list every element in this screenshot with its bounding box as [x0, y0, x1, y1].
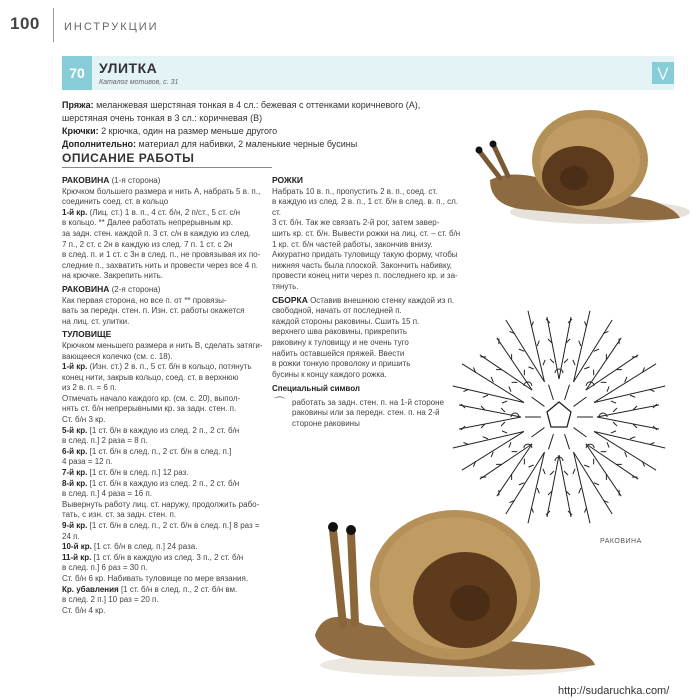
special-symbol-heading: Специальный символ	[272, 384, 361, 393]
instruction-line: Ст. б/н 3 кр.	[62, 415, 106, 425]
stitch-stroke	[613, 422, 617, 426]
stitch-stroke	[543, 360, 545, 365]
instruction-line: 11-й кр. [1 ст. б/н в каждую из след. 3 п., 2 ст. б/н	[62, 552, 244, 562]
instruction-line: Аккуратно придать туловищу такую форму, чтобы	[272, 250, 458, 260]
stitch-stroke	[528, 311, 544, 382]
instruction-line: Крючком меньшего размера и нить B, сделать затяги-	[62, 340, 263, 350]
instruction-line: в след. п.] 4 раза = 16 п.	[62, 489, 152, 499]
instruction-line: Кр. убавления [1 ст. б/н в след. п., 2 ст. б/н вм.	[62, 584, 238, 594]
stitch-stroke	[531, 428, 544, 437]
stitch-stroke	[509, 442, 511, 447]
special-symbol-block	[272, 384, 452, 429]
instruction-line: в каждую из след. 2 в. п., 1 ст. б/н в след. в. п., сл. ст.	[272, 197, 459, 217]
snail-photo-top	[450, 60, 692, 230]
instruction-line: конец нити, закрыв кольцо, соед. ст. в верхнюю	[62, 372, 239, 382]
stitch-stroke	[594, 364, 656, 403]
stitch-stroke	[565, 385, 570, 400]
materials-line: Пряжа: меланжевая шерстяная тонкая в 4 сл.: бежевая с оттенками коричневого (A),	[62, 100, 421, 110]
stitch-stroke	[573, 360, 575, 365]
pattern-subtitle: Каталог мотивов, с. 31	[99, 79, 179, 86]
stitch-stroke	[537, 488, 539, 493]
stitch-stroke	[491, 452, 493, 457]
stitch-stroke	[649, 389, 654, 391]
stitch-stroke	[509, 386, 511, 391]
back-loop-arc	[555, 369, 563, 373]
instruction-line: в рожки тонкую проволоку и пришить	[272, 359, 411, 369]
stitch-stroke	[531, 397, 544, 406]
stitch-stroke	[613, 408, 617, 412]
instruction-heading: ТУЛОВИЩЕ	[62, 329, 112, 340]
stitch-stroke	[463, 442, 468, 444]
stitch-stroke	[459, 417, 521, 429]
stitch-stroke	[594, 386, 665, 402]
instruction-line: в кольцо. ** Далее работать непрерывным кр.	[62, 218, 233, 228]
stitch-stroke	[607, 386, 609, 391]
stitch-stroke	[483, 437, 488, 439]
stitch-stroke	[574, 311, 590, 382]
header-divider	[53, 8, 54, 42]
stitch-stroke	[548, 385, 553, 400]
instruction-line: 9-й кр. [1 ст. б/н в след. п., 2 ст. б/н в след. п.] 8 раз =	[62, 521, 260, 530]
stitch-stroke	[574, 428, 587, 437]
instruction-line: Ст. б/н 4 кр.	[62, 605, 106, 615]
stitch-stroke	[531, 507, 533, 512]
foundation-ring	[547, 402, 571, 427]
instruction-line: Ст. б/н 6 кр. Набивать туловище по мере вязания.	[62, 573, 249, 583]
stitch-stroke	[625, 452, 627, 457]
stitch-stroke	[594, 349, 599, 351]
diagram-strokes	[453, 311, 665, 523]
instruction-line: Набрать 10 в. п., пропустить 2 в. п., соед. ст.	[272, 186, 438, 196]
work-heading: ОПИСАНИЕ РАБОТЫ	[62, 151, 195, 165]
pattern-number-badge: 70	[62, 56, 92, 90]
stitch-stroke	[462, 364, 524, 403]
stitch-stroke	[611, 401, 616, 403]
right-column	[272, 173, 467, 380]
stitch-stroke	[579, 341, 581, 346]
page-number: 100	[10, 14, 40, 33]
stitch-stroke	[501, 422, 505, 426]
stitch-stroke	[594, 432, 665, 448]
instruction-line: из 2 в. п. = 6 п.	[62, 383, 117, 393]
stitch-stroke	[630, 437, 635, 439]
instruction-heading: РАКОВИНА (2-я сторона)	[62, 283, 161, 294]
instruction-line: в след. п.] 2 раза = 8 п.	[62, 436, 148, 446]
instruction-line: набить оставшейся пряжей. Ввести	[272, 348, 405, 358]
stitch-stroke	[550, 471, 554, 475]
instruction-line: в след. п.] 6 раз = 30 п.	[62, 563, 148, 573]
instruction-line: провести конец нити через п. последнего кр. и за-	[272, 271, 458, 281]
stitch-stroke	[611, 431, 616, 433]
stitch-stroke	[584, 465, 589, 467]
materials-block	[62, 99, 442, 151]
instruction-line: тянуть.	[272, 281, 299, 291]
stitch-stroke	[574, 452, 613, 514]
instruction-line: 4 раза = 12 п.	[62, 457, 113, 467]
instruction-line: каждой стороны раковины. Сшить 15 п.	[272, 316, 420, 326]
stitch-stroke	[453, 432, 524, 448]
instruction-line: на крючке. Закрепить нить.	[62, 271, 163, 281]
instruction-line: вать за передн. стен. п. Изн. ст. работы окажется	[62, 306, 245, 316]
stitch-stroke	[564, 359, 568, 363]
special-symbol-line: раковины или за передн. стен. п. на 2-й	[292, 408, 440, 418]
stitch-stroke	[463, 389, 468, 391]
stitch-stroke	[537, 341, 539, 346]
left-column	[62, 173, 272, 616]
stitch-stroke	[625, 377, 627, 382]
instruction-line: 3 ст. б/н. Так же связать 2-й рог, затем завер-	[272, 218, 440, 228]
stitch-stroke	[594, 432, 656, 471]
stitch-stroke	[607, 442, 609, 447]
corner-mark-icon: ⋁	[652, 62, 674, 84]
instruction-line: Отмечать начало каждого кр. (см. с. 20), выпол-	[62, 393, 241, 403]
instruction-heading: РАКОВИНА (1-я сторона)	[62, 175, 161, 185]
special-symbol-line: работать за задн. стен. п. на 1-й стороне	[292, 397, 444, 407]
instruction-line: соединить соед. ст. в кольцо	[62, 197, 169, 207]
instruction-line: на лиц. ст. улитки.	[62, 316, 130, 326]
stitch-stroke	[594, 483, 599, 485]
stitch-stroke	[501, 408, 505, 412]
stitch-stroke	[543, 469, 545, 474]
instruction-line: 7-й кр. [1 ст. б/н в след. п.] 12 раз.	[62, 468, 189, 478]
stitch-stroke	[528, 452, 544, 523]
instruction-line: Вывернуть работу лиц. ст. наружу, продолжить рабо-	[62, 499, 260, 509]
back-loop-symbol-icon: ⌒	[274, 396, 285, 409]
stitch-stroke	[550, 359, 554, 363]
stitch-stroke	[630, 395, 635, 397]
materials-line: Дополнительно: материал для набивки, 2 маленькие черные бусины	[62, 139, 358, 149]
stitch-stroke	[491, 377, 493, 382]
instruction-line: следние п., захватить нить и провести через все 4 п.	[62, 260, 259, 270]
stitch-stroke	[506, 452, 545, 514]
stitch-stroke	[584, 367, 589, 369]
stitch-stroke	[574, 397, 587, 406]
stitch-stroke	[579, 488, 581, 493]
materials-line: Крючки: 2 крючка, один на размер меньше другого	[62, 126, 278, 136]
special-symbol-line: стороне раковины	[292, 418, 360, 428]
instruction-line: нять ст. б/н непрерывными кр. за задн. стен. п.	[62, 404, 237, 414]
instruction-heading: РОЖКИ	[272, 175, 304, 185]
diagram-label: РАКОВИНА	[600, 538, 642, 545]
instruction-line: за задн. стен. каждой п. 3 ст. с/н в каждую из след.	[62, 228, 251, 238]
stitch-stroke	[564, 471, 568, 475]
stitch-stroke	[531, 321, 533, 326]
stitch-stroke	[483, 395, 488, 397]
instruction-heading: СБОРКА Оставив внешнюю стенку каждой из п.	[272, 294, 455, 305]
stitch-stroke	[584, 507, 586, 512]
heading-rule	[62, 167, 272, 168]
stitch-stroke	[597, 417, 659, 429]
instruction-line: свободной, начать от последней п.	[272, 306, 402, 316]
instruction-line: 7 п., 2 ст. с 2н в каждую из след. 7 п. 1 ст. с 2н	[62, 239, 233, 249]
instruction-line: 24 п.	[62, 531, 80, 541]
stitch-stroke	[519, 483, 524, 485]
stitch-stroke	[559, 455, 571, 517]
materials-line: шерстяная очень тонкая в 3 сл.: коричневая (B)	[62, 113, 263, 123]
watermark: http://sudaruchka.com/	[558, 685, 670, 697]
instruction-line: 8-й кр. [1 ст. б/н в каждую из след. 2 п., 2 ст. б/н	[62, 478, 240, 488]
stitch-stroke	[573, 469, 575, 474]
instruction-line: Крючком большего размера и нить A, набрать 5 в. п.,	[62, 186, 261, 196]
stitch-stroke	[649, 442, 654, 444]
instruction-line: в след. п. и 1 ст. с 3н в след. п., не провязывая их по-	[62, 250, 261, 260]
instruction-line: 1-й кр. (Изн. ст.) 2 в. п., 5 ст. б/н в кольцо, потянуть	[62, 362, 252, 372]
stitch-stroke	[574, 320, 613, 382]
crochet-diagram	[440, 282, 678, 552]
stitch-stroke	[502, 401, 507, 403]
instruction-line: нижняя часть была плоской. Закончить набивку,	[272, 260, 452, 270]
stitch-stroke	[528, 367, 533, 369]
instruction-line: вающееся колечко (см. с. 18).	[62, 351, 173, 361]
stitch-stroke	[506, 320, 545, 382]
stitch-stroke	[462, 432, 524, 471]
instruction-line: раковину к туловищу и не очень туго	[272, 337, 409, 347]
stitch-stroke	[565, 434, 570, 449]
instruction-line: тать, с изн. ст. за задн. стен. п.	[62, 510, 176, 520]
instruction-line: в след. 2 п.] 10 раз = 20 п.	[62, 595, 159, 605]
instruction-line: 10-й кр. [1 ст. б/н в след. п.] 24 раза.	[62, 542, 198, 552]
instruction-line: 1 кр. ст. б/н частей работы, закончив внизу.	[272, 239, 433, 249]
stitch-stroke	[453, 386, 524, 402]
instruction-line: Как первая сторона, но все п. от ** провязы-	[62, 295, 227, 305]
instruction-line: 1-й кр. (Лиц. ст.) 1 в. п., 4 ст. б/н, 2 п/ст., 5 ст. с/н	[62, 207, 241, 217]
pattern-title: УЛИТКА	[99, 60, 158, 76]
instruction-line: 6-й кр. [1 ст. б/н в след. п., 2 ст. б/н в след. п.]	[62, 446, 232, 456]
stitch-stroke	[574, 452, 590, 523]
stitch-stroke	[584, 321, 586, 326]
section-title: ИНСТРУКЦИИ	[64, 21, 159, 33]
instruction-line: 5-й кр. [1 ст. б/н в каждую из след. 2 п., 2 ст. б/н	[62, 425, 240, 435]
instruction-line: шить кр. ст. б/н. Вывести рожки на лиц. ст. – ст. б/н	[272, 228, 461, 238]
stitch-stroke	[528, 465, 533, 467]
stitch-stroke	[519, 349, 524, 351]
stitch-stroke	[502, 431, 507, 433]
stitch-stroke	[547, 455, 559, 517]
stitch-stroke	[548, 434, 553, 449]
instruction-line: бусины к концу каждого рожка.	[272, 369, 387, 379]
instruction-line: верхнего шва раковины, прикрепить	[272, 327, 408, 337]
